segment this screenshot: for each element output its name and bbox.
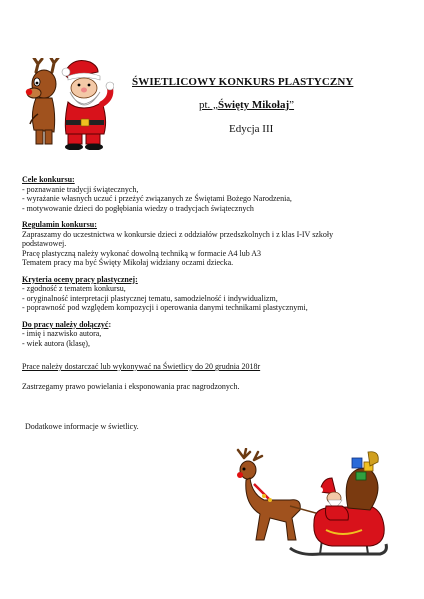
subtitle-name: Święty Mikołaj bbox=[217, 99, 290, 111]
goals-section bbox=[22, 175, 412, 213]
attach-section bbox=[22, 320, 412, 349]
rules-item: Tematem pracy ma być Święty Mikołaj widziany oczami dziecka. bbox=[22, 258, 234, 267]
rights-text: Zastrzegamy prawo powielania i eksponowania prac nagrodzonych. bbox=[22, 381, 240, 391]
rules-section bbox=[22, 220, 412, 268]
attach-heading-row bbox=[22, 320, 412, 330]
page-subtitle bbox=[199, 99, 294, 111]
extra-info-text: Dodatkowe informacje w świetlicy. bbox=[25, 422, 139, 431]
criteria-item: - zgodność z tematem konkursu, bbox=[22, 284, 126, 293]
subtitle-prefix: pt. „ bbox=[199, 99, 218, 111]
santa-reindeer-illustration bbox=[24, 58, 114, 150]
page-title: ŚWIETLICOWY KONKURS PLASTYCZNY bbox=[132, 76, 354, 88]
document-body bbox=[22, 175, 412, 398]
criteria-heading: Kryteria oceny pracy plastycznej: bbox=[22, 274, 138, 284]
criteria-item: - oryginalność interpretacji plastycznej tematu, samodzielność i indywidualizm, bbox=[22, 293, 278, 303]
goals-item: - wyrażanie własnych uczuć i przeżyć związanych ze Świętami Bożego Narodzenia, bbox=[22, 194, 292, 203]
deadline-text: Prace należy dostarczać lub wykonywać na Świetlicy do 20 grudnia 2018r bbox=[22, 362, 261, 371]
subtitle-suffix: ” bbox=[289, 99, 295, 111]
santa-sleigh-illustration bbox=[230, 448, 390, 560]
criteria-section bbox=[22, 275, 412, 313]
attach-item: - wiek autora (klasę), bbox=[22, 338, 90, 348]
rules-heading: Regulamin konkursu: bbox=[22, 220, 97, 229]
rules-item: Pracę plastyczną należy wykonać dowolną techniką w formacie A4 lub A3 bbox=[22, 248, 262, 258]
criteria-item: - poprawność pod względem kompozycji i operowania danymi technikami plastycznymi, bbox=[22, 303, 308, 312]
attach-heading: Do pracy należy dołączyć bbox=[22, 319, 109, 329]
goals-item: - motywowanie dzieci do pogłębiania wiedzy o tradycjach świątecznych bbox=[22, 203, 254, 213]
goals-heading: Cele konkursu: bbox=[22, 175, 75, 184]
rules-item: Zapraszamy do uczestnictwa w konkursie dzieci z oddziałów przedszkolnych i z klas I-IV szkoły podstawowej. bbox=[22, 229, 336, 248]
edition-label: Edycja III bbox=[229, 123, 274, 135]
goals-item: - poznawanie tradycji świątecznych, bbox=[22, 184, 139, 194]
attach-heading-colon: : bbox=[108, 319, 112, 329]
attach-item: - imię i nazwisko autora, bbox=[22, 329, 102, 338]
